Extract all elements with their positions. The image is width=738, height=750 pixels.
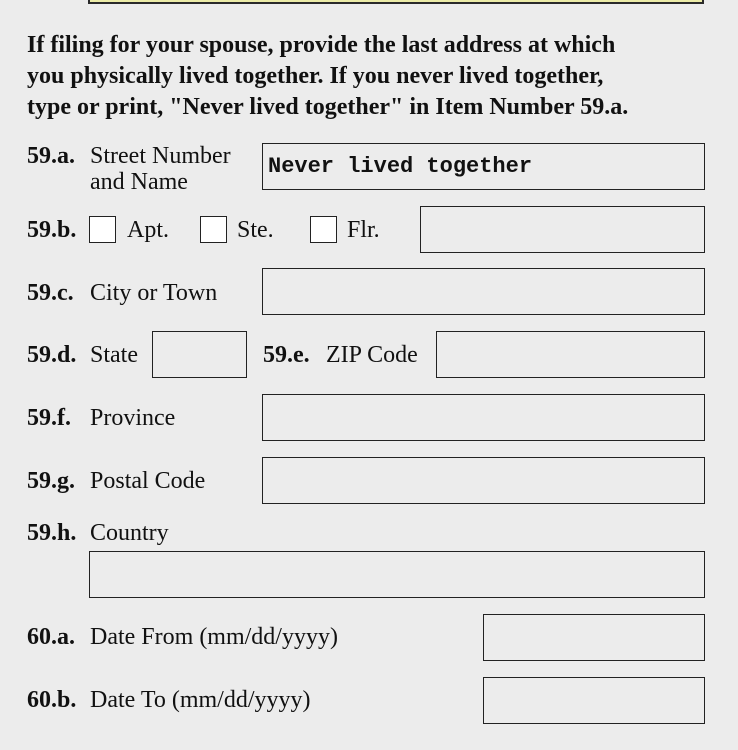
city-label: City or Town	[90, 280, 218, 306]
apt-checkbox[interactable]	[89, 216, 116, 243]
item-number-60a: 60.a.	[27, 624, 75, 650]
item-number-59e: 59.e.	[263, 342, 310, 368]
item-number-59d: 59.d.	[27, 342, 77, 368]
item-number-60b: 60.b.	[27, 687, 77, 713]
apt-label: Apt.	[127, 217, 169, 243]
flr-label: Flr.	[347, 217, 380, 243]
instructions-line-2: you physically lived together. If you never lived together,	[27, 63, 604, 89]
ste-label: Ste.	[237, 217, 274, 243]
zip-label: ZIP Code	[326, 342, 418, 368]
item-number-59a: 59.a.	[27, 143, 75, 169]
flr-checkbox[interactable]	[310, 216, 337, 243]
item-number-59b: 59.b.	[27, 217, 77, 243]
postal-code-label: Postal Code	[90, 468, 206, 494]
street-label-line-2: and Name	[90, 169, 188, 195]
date-to-label: Date To (mm/dd/yyyy)	[90, 687, 311, 713]
item-number-59g: 59.g.	[27, 468, 75, 494]
item-number-59h: 59.h.	[27, 520, 77, 546]
street-input[interactable]	[262, 143, 705, 190]
item-number-59c: 59.c.	[27, 280, 74, 306]
address-instructions	[27, 30, 717, 123]
street-value: Never lived together	[268, 154, 533, 179]
state-label: State	[90, 342, 138, 368]
ste-checkbox[interactable]	[200, 216, 227, 243]
previous-field-input[interactable]	[88, 0, 704, 4]
zip-input[interactable]	[436, 331, 705, 378]
country-input[interactable]	[89, 551, 705, 598]
street-label-line-1: Street Number	[90, 143, 231, 169]
unit-number-input[interactable]	[420, 206, 705, 253]
date-to-input[interactable]	[483, 677, 705, 724]
date-from-input[interactable]	[483, 614, 705, 661]
city-input[interactable]	[262, 268, 705, 315]
item-number-59f: 59.f.	[27, 405, 71, 431]
date-from-label: Date From (mm/dd/yyyy)	[90, 624, 338, 650]
instructions-line-1: If filing for your spouse, provide the last address at which	[27, 32, 616, 58]
province-input[interactable]	[262, 394, 705, 441]
postal-code-input[interactable]	[262, 457, 705, 504]
instructions-line-3: type or print, "Never lived together" in Item Number 59.a.	[27, 94, 629, 120]
province-label: Province	[90, 405, 176, 431]
state-input[interactable]	[152, 331, 247, 378]
country-label: Country	[90, 520, 169, 546]
